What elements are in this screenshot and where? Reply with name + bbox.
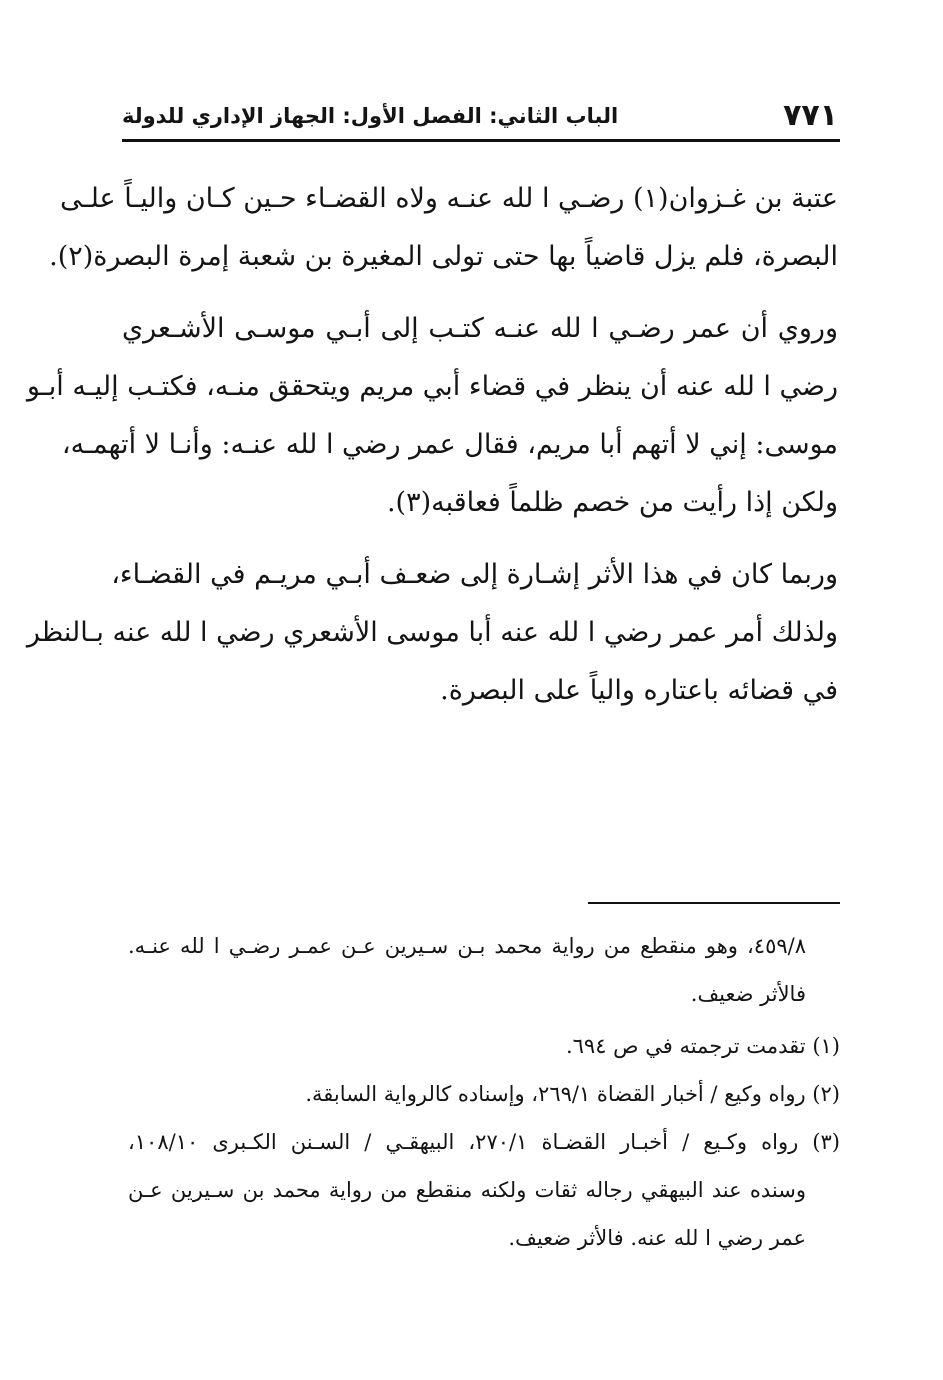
footnote-2: (٢) رواه وكيع / أخبار القضاة ٢٦٩/١، وإسناده كالرواية السابقة.	[305, 1082, 840, 1106]
footnote-line: عمر رضي ا لله عنه. فالأثر ضعيف.	[508, 1226, 806, 1250]
text-line: عتبة بن غـزوان(١) رضـي ا لله عنـه ولاه القضـاء حـين كـان واليـاً علـى	[60, 183, 838, 214]
footnotes	[128, 922, 840, 1262]
text-line: رضي ا لله عنه أن ينظر في قضاء أبي مريم ويتحقق منـه، فكتـب إليـه أبـو	[26, 371, 838, 402]
text-line: ولكن إذا رأيت من خصم ظلماً فعاقبه(٣).	[386, 487, 838, 518]
text-line: ولذلك أمر عمر رضي ا لله عنه أبا موسى الأشعري رضي ا لله عنه بـالنظر	[26, 617, 838, 648]
footnote-3	[128, 1118, 840, 1262]
paragraph-2	[26, 300, 838, 532]
text-line: وربما كان في هذا الأثر إشـارة إلى ضعـف أبـي مريـم في القضـاء،	[111, 559, 838, 590]
header-rule	[122, 139, 840, 142]
text-line: وروي أن عمر رضـي ا لله عنـه كتـب إلى أبـي موسـى الأشـعري	[122, 313, 838, 344]
running-title: الباب الثاني: الفصل الأول: الجهاز الإداري للدولة	[122, 104, 619, 128]
paragraph-3	[26, 546, 838, 720]
paragraph-1	[49, 170, 838, 286]
text-line: في قضائه باعتاره والياً على البصرة.	[440, 675, 838, 706]
footnote-continued	[128, 922, 840, 1018]
footnote-line: ٤٥٩/٨، وهو منقطع من رواية محمد بـن سـيرين عـن عمـر رضـي ا لله عنـه.	[128, 934, 806, 958]
page-number: ٧٧١	[783, 98, 838, 133]
footnote-line: (٣) رواه وكـيع / أخبـار القضـاة ٢٧٠/١، البيهقـي / السـنن الكـبرى ١٠٨/١٠،	[128, 1130, 840, 1154]
footnote-separator	[588, 902, 840, 904]
footnote-line: فالأثر ضعيف.	[690, 982, 806, 1006]
footnote-1: (١) تقدمت ترجمته في ص ٦٩٤.	[565, 1034, 840, 1058]
text-line: البصرة، فلم يزل قاضياً بها حتى تولى المغيرة بن شعبة إمرة البصرة(٢).	[49, 241, 838, 272]
footnote-line: وسنده عند البيهقي رجاله ثقات ولكنه منقطع من رواية محمد بن سـيرين عـن	[128, 1178, 806, 1202]
main-text	[26, 170, 838, 720]
text-line: موسى: إني لا أتهم أبا مريم، فقال عمر رضي ا لله عنـه: وأنـا لا أتهمـه،	[61, 429, 838, 460]
page-header	[122, 96, 840, 136]
